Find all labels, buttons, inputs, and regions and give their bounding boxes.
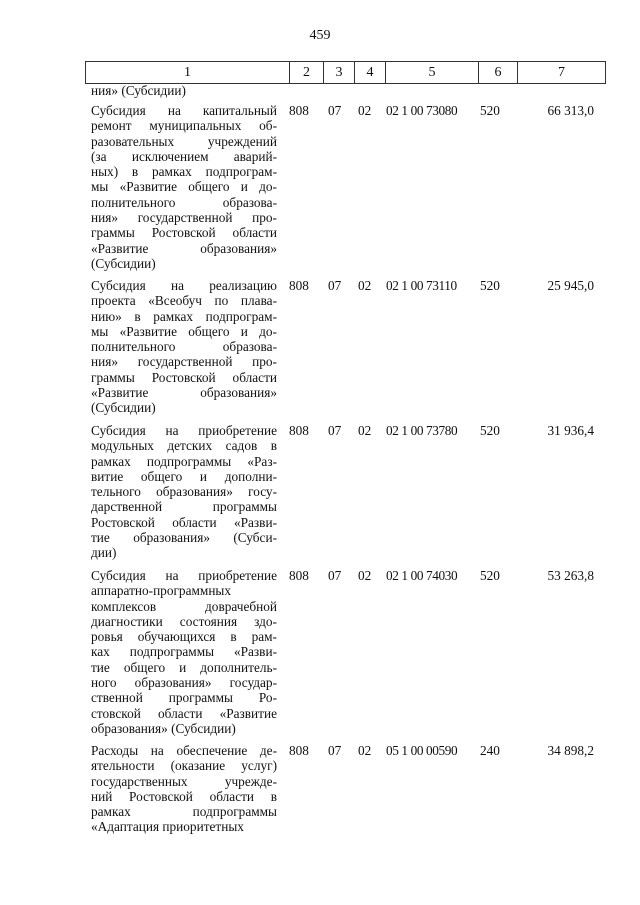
description-line: тельного образования» госу- — [91, 484, 277, 500]
description-line: Расходы на обеспечение де- — [91, 743, 277, 758]
amount: 34 898,2 — [547, 743, 594, 758]
subsection-code: 02 — [358, 103, 372, 118]
ministry-code: 808 — [289, 743, 309, 758]
description-line: тие образования» (Субси- — [91, 530, 277, 546]
description-line: полнительного образова- — [91, 339, 277, 355]
description-line: полнительного образова- — [91, 194, 277, 210]
target-article-code: 02 1 00 73080 — [386, 103, 458, 118]
description-line: нию» в рамках подпрограм- — [91, 308, 277, 324]
description-line: ремонт муниципальных об- — [91, 118, 277, 134]
column-header-6: 6 — [479, 62, 518, 84]
description-line: витие общего и дополни- — [91, 468, 277, 484]
description-line: ний Ростовской области в — [91, 788, 277, 804]
column-header-7: 7 — [518, 62, 606, 84]
description-line: граммы Ростовской области — [91, 225, 277, 241]
ministry-code: 808 — [289, 103, 309, 118]
description-line: ного образования» государ- — [91, 675, 277, 691]
continuation-text — [91, 83, 277, 98]
description-line: Субсидия на реализацию — [91, 278, 277, 293]
description-line: Субсидия на приобретение — [91, 423, 277, 438]
column-header-row — [86, 62, 606, 84]
subsection-code: 02 — [358, 743, 372, 758]
description-line: (Субсидии) — [91, 255, 156, 271]
amount: 53 263,8 — [547, 568, 594, 583]
row-description — [91, 743, 277, 835]
description-line: «Адаптация приоритетных — [91, 819, 244, 835]
description-line: ния» (Субсидии) — [91, 83, 186, 98]
ministry-code: 808 — [289, 568, 309, 583]
row-description — [91, 568, 277, 736]
amount: 31 936,4 — [547, 423, 594, 438]
page-number: 459 — [309, 28, 331, 43]
description-line: дарственной программы — [91, 499, 277, 515]
target-article-code: 02 1 00 73780 — [386, 423, 458, 438]
column-header-2: 2 — [290, 62, 324, 84]
column-header-1: 1 — [86, 62, 290, 84]
description-line: дии) — [91, 545, 117, 561]
description-line: образования» (Субсидии) — [91, 720, 236, 736]
description-line: Субсидия на капитальный — [91, 103, 277, 118]
section-code: 07 — [328, 103, 342, 118]
description-line: «Развитие образования» — [91, 385, 277, 401]
description-line: диагностики состояния здо- — [91, 613, 277, 629]
description-line: ственной программы Ро- — [91, 690, 277, 706]
description-line: ния» государственной про- — [91, 354, 277, 370]
subsection-code: 02 — [358, 568, 372, 583]
description-line: ровья обучающихся в рам- — [91, 629, 277, 645]
description-line: модульных детских садов в — [91, 438, 277, 454]
description-line: мы «Развитие общего и до- — [91, 323, 277, 339]
description-line: (Субсидии) — [91, 400, 156, 416]
description-line: комплексов доврачебной — [91, 598, 277, 614]
description-line: ных) в рамках подпрограм- — [91, 164, 277, 180]
description-line: проекта «Всеобуч по плава- — [91, 293, 277, 309]
column-header-4: 4 — [355, 62, 386, 84]
description-line: тие общего и дополнитель- — [91, 659, 277, 675]
expense-type-code: 520 — [480, 278, 500, 293]
row-description — [91, 103, 277, 271]
description-line: ятельности (оказание услуг) — [91, 758, 277, 774]
subsection-code: 02 — [358, 423, 372, 438]
description-line: Ростовской области «Разви- — [91, 514, 277, 530]
description-line: государственных учрежде- — [91, 773, 277, 789]
expense-type-code: 240 — [480, 743, 500, 758]
description-line: «Развитие образования» — [91, 240, 277, 256]
description-line: рамках подпрограммы «Раз- — [91, 453, 277, 469]
amount: 25 945,0 — [547, 278, 594, 293]
description-line: стовской области «Развитие — [91, 705, 277, 721]
section-code: 07 — [328, 278, 342, 293]
amount: 66 313,0 — [547, 103, 594, 118]
row-description — [91, 423, 277, 561]
description-line: ках подпрограммы «Разви- — [91, 644, 277, 660]
description-line: разовательных учреждений — [91, 133, 277, 149]
description-line: аппаратно-программных — [91, 583, 232, 599]
section-code: 07 — [328, 743, 342, 758]
description-line: граммы Ростовской области — [91, 369, 277, 385]
section-code: 07 — [328, 568, 342, 583]
target-article-code: 05 1 00 00590 — [386, 743, 458, 758]
expense-type-code: 520 — [480, 103, 500, 118]
description-line: Субсидия на приобретение — [91, 568, 277, 583]
target-article-code: 02 1 00 73110 — [386, 278, 457, 293]
description-line: рамках подпрограммы — [91, 804, 277, 820]
description-line: мы «Развитие общего и до- — [91, 179, 277, 195]
description-line: (за исключением аварий- — [91, 148, 277, 164]
ministry-code: 808 — [289, 423, 309, 438]
ministry-code: 808 — [289, 278, 309, 293]
expense-type-code: 520 — [480, 423, 500, 438]
column-header-5: 5 — [386, 62, 479, 84]
row-description — [91, 278, 277, 416]
subsection-code: 02 — [358, 278, 372, 293]
target-article-code: 02 1 00 74030 — [386, 568, 458, 583]
description-line: ния» государственной про- — [91, 210, 277, 226]
section-code: 07 — [328, 423, 342, 438]
column-header-table — [85, 61, 606, 84]
expense-type-code: 520 — [480, 568, 500, 583]
column-header-3: 3 — [324, 62, 355, 84]
